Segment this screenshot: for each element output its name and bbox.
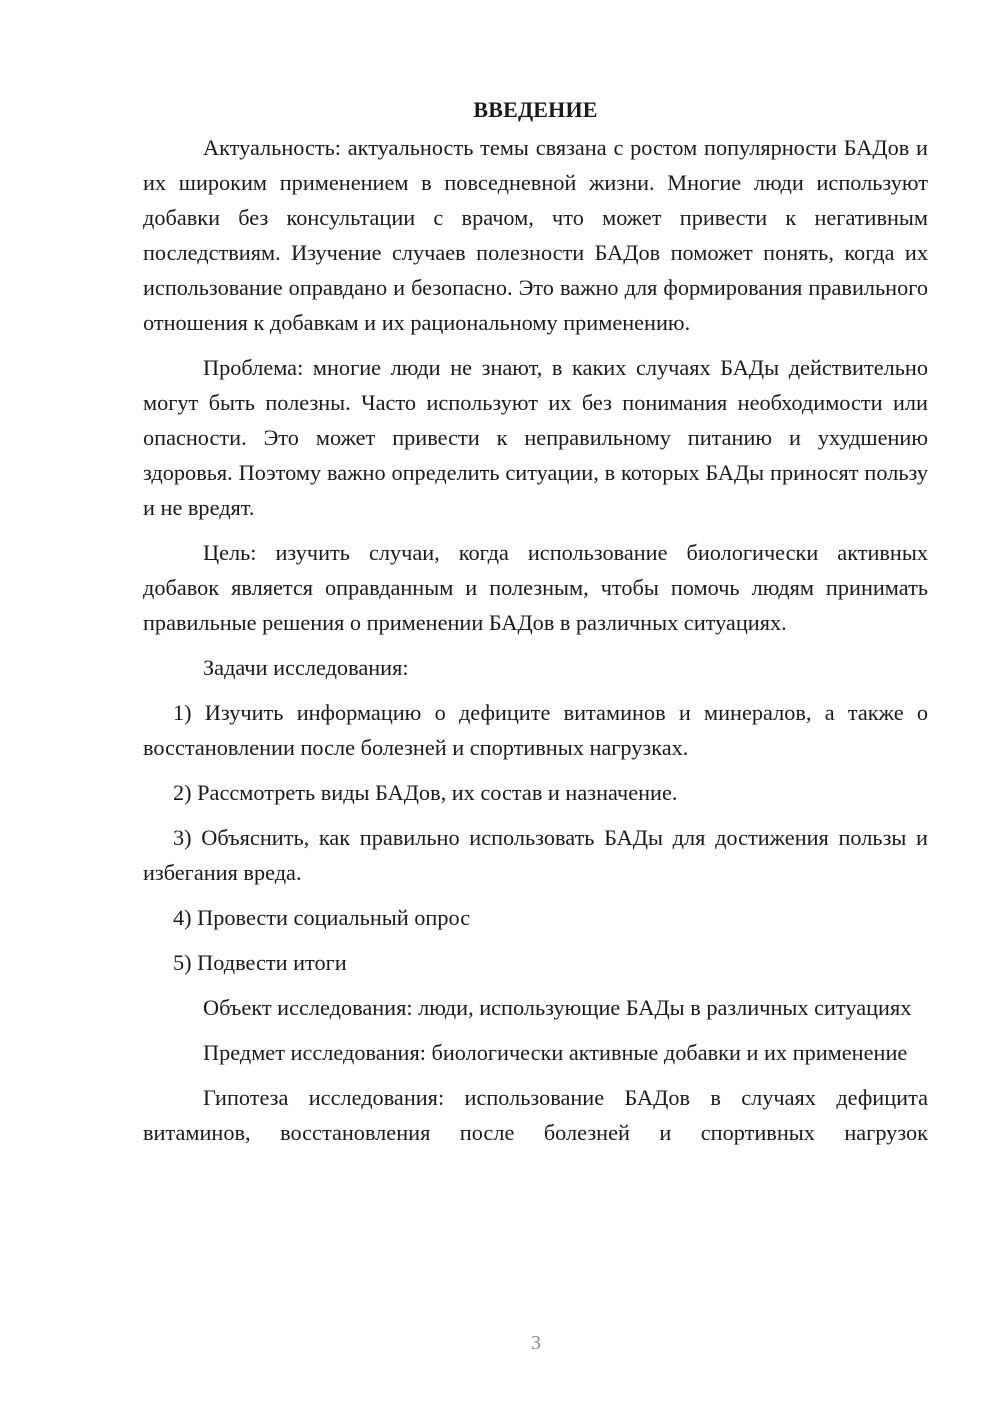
goal-paragraph: Цель: изучить случаи, когда использование биологически активных добавок является оправданным и полезным, чтобы помочь людям принимать правильные решения о применении БАДов в различных ситуациях.	[143, 540, 928, 635]
page-number: 3	[531, 1332, 541, 1354]
problem-paragraph: Проблема: многие люди не знают, в каких случаях БАДы действительно могут быть полезны. Часто используют их без понимания необходимости или опасности. Это может привести к неправильному питанию и ухудшению здоровья. Поэтому важно определить ситуации, в которых БАДы приносят пользу и не вредят.	[143, 355, 928, 520]
relevance-paragraph: Актуальность: актуальность темы связана с ростом популярности БАДов и их широким применением в повседневной жизни. Многие люди используют добавки без консультации с врачом, что может привести к негативным последствиям. Изучение случаев полезности БАДов поможет понять, когда их использование оправдано и безопасно. Это важно для формирования правильного отношения к добавкам и их рациональному применению.	[143, 135, 928, 335]
document-page	[143, 92, 928, 1160]
tasks-heading: Задачи исследования:	[203, 655, 409, 680]
task-item-3: 3) Объяснить, как правильно использовать БАДы для достижения пользы и избегания вреда.	[143, 825, 928, 885]
section-title: ВВЕДЕНИЕ	[473, 97, 598, 122]
subject-paragraph: Предмет исследования: биологически активные добавки и их применение	[203, 1040, 908, 1065]
task-item-4: 4) Провести социальный опрос	[173, 905, 471, 930]
object-paragraph: Объект исследования: люди, использующие БАДы в различных ситуациях	[203, 995, 912, 1020]
task-item-2: 2) Рассмотреть виды БАДов, их состав и назначение.	[173, 780, 678, 805]
task-item-1: 1) Изучить информацию о дефиците витаминов и минералов, а также о восстановлении после болезней и спортивных нагрузках.	[143, 700, 928, 760]
task-item-5: 5) Подвести итоги	[173, 950, 347, 975]
hypothesis-paragraph: Гипотеза исследования: использование БАДов в случаях дефицита витаминов, восстановления после болезней и спортивных нагрузок	[143, 1085, 928, 1145]
